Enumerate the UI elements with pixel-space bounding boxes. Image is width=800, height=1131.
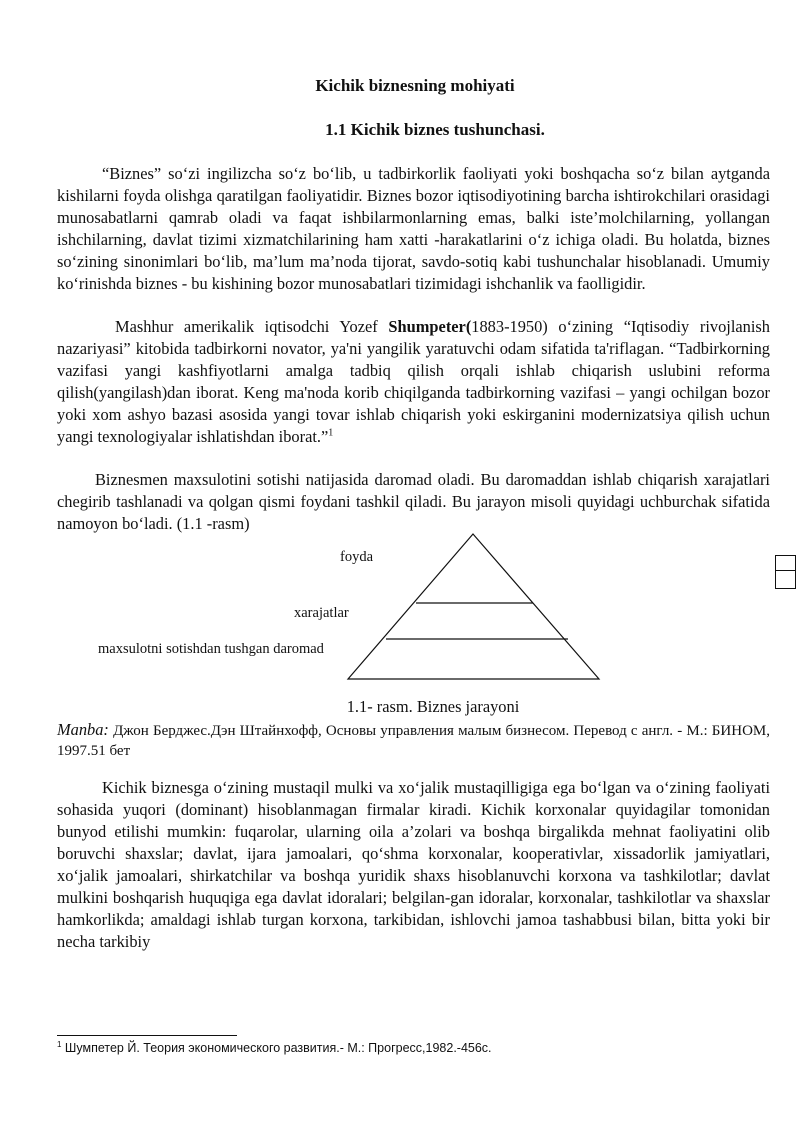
footnote-mark: 1	[57, 1039, 62, 1049]
document-title: Kichik biznesning mohiyati	[315, 76, 515, 95]
paragraph-shumpeter	[57, 316, 770, 448]
figure-label-foyda: foyda	[340, 549, 374, 565]
figure-source	[57, 720, 770, 761]
section-heading: 1.1 Kichik biznes tushunchasi.	[325, 120, 545, 139]
footnote-reference[interactable]: 1	[328, 427, 334, 439]
paragraph-kichik-biznes: Kichik biznesga o‘zining mustaqil mulki va xo‘jalik mustaqilligiga ega bo‘lgan va o‘zining faoliyati sohasida yuqori (dominant) hisoblanmagan firmalar kiradi. Kichik korxonalar quyidagilar tomonidan bunyod etilishi mumkin: fuqarolar, ularning oila a’zolari va boshqa birgalikda mehnat faoliyatini olib boruvchi shaxslar; davlat, ijara jamoalari, qo‘shma korxonalar, kooperativlar, xissadorlik jamiyatlari, xo‘jalik jamoalari, shirkatchilar va boshqa yuridik shaxs hisoblanuvchi korxona va tashkilotlar; davlat mulkini boshqarish huquqiga ega davlat idoralari; belgilan-gan idoralar, korxonalar, tashkilotlar va shaxslar hamkorlikda; amaldagi ishlab turgan korxona, tarkibidan, ishlovchi jamoa tashabbusi bilan, bitta yoki bir necha tarkibiy	[57, 778, 770, 951]
pyramid-outline	[348, 534, 599, 679]
paragraph-biznesmen: Biznesmen maxsulotini sotishi natijasida daromad oladi. Bu daromaddan ishlab chiqarish xarajatlari chegirib tashlanadi va qolgan qismi foydani tashkil qiladi. Bu jarayon misoli quyidagi uchburchak sifatida namoyon bo‘ladi. (1.1 -rasm)	[57, 470, 770, 533]
source-label: Manba:	[57, 720, 109, 739]
figure-label-xarajatlar: xarajatlar	[294, 605, 349, 621]
figure-label-daromad: maxsulotni sotishdan tushgan daromad	[98, 641, 324, 657]
footnote	[57, 1041, 492, 1055]
source-text: Джон Берджес.Дэн Штайнхофф, Основы управления малым бизнесом. Перевод с англ. - М.: БИНОМ, 1997.51 бет	[57, 723, 770, 759]
pyramid-diagram	[340, 530, 610, 682]
bold-name: Shumpeter(	[388, 317, 472, 336]
footnote-text: Шумпетер Й. Теория экономического развития.- М.: Прогресс,1982.-456с.	[61, 1041, 492, 1055]
margin-marker-box	[775, 570, 796, 589]
footnote-separator	[57, 1035, 237, 1036]
paragraph-biznes-definition: “Biznes” so‘zi ingilizcha so‘z bo‘lib, u tadbirkorlik faoliyati yoki boshqacha so‘z bilan aytganda kishilarni foyda olishga qaratilgan faoliyatidir. Biznes bozor iqtisodiyotining barcha ishtirokchilari orasidagi munosabatlarni qamrab oladi va faqat ishbilarmonlarning emas, balki iste’molchilarning, yollangan ishchilarning, davlat tizimi xizmatchilarining ham xatti -harakatlarini o‘z ichiga oladi. Bu holatda, biznes so‘zining sinonimlari bo‘lib, ma’lum ma’noda tijorat, savdo-sotiq kabi tushunchalar hisoblanadi. Umumiy ko‘rinishda biznes - bu kishining bozor munosabatlari tizimidagi ishchanlik va faolligidir.	[57, 164, 770, 293]
paragraph-text: Mashhur amerikalik iqtisodchi Yozef	[115, 317, 389, 336]
paragraph-text: 1883-1950) o‘zining “Iqtisodiy rivojlanish nazariyasi” kitobida tadbirkorni novator, ya'ni yangilik yaratuvchi odam sifatida ta'riflagan. “Tadbirkorning vazifasi yangi kashfiyotlarni amalga tadbiq qilish orqali ishlab chiqarish uslubini reforma qilish(yangilash)dan iborat. Keng ma'noda korib chiqilganda tadbirkorning vazifasi – yangi ochilgan bozor yoki xom ashyo bazasi asosida yangi tovar ishlab chiqarish yoki eskirganini modernizatsiya qilish uchun yangi texnologiyalar ishlatishdan iborat.”	[57, 317, 771, 446]
figure-caption: 1.1- rasm. Biznes jarayoni	[346, 697, 520, 716]
